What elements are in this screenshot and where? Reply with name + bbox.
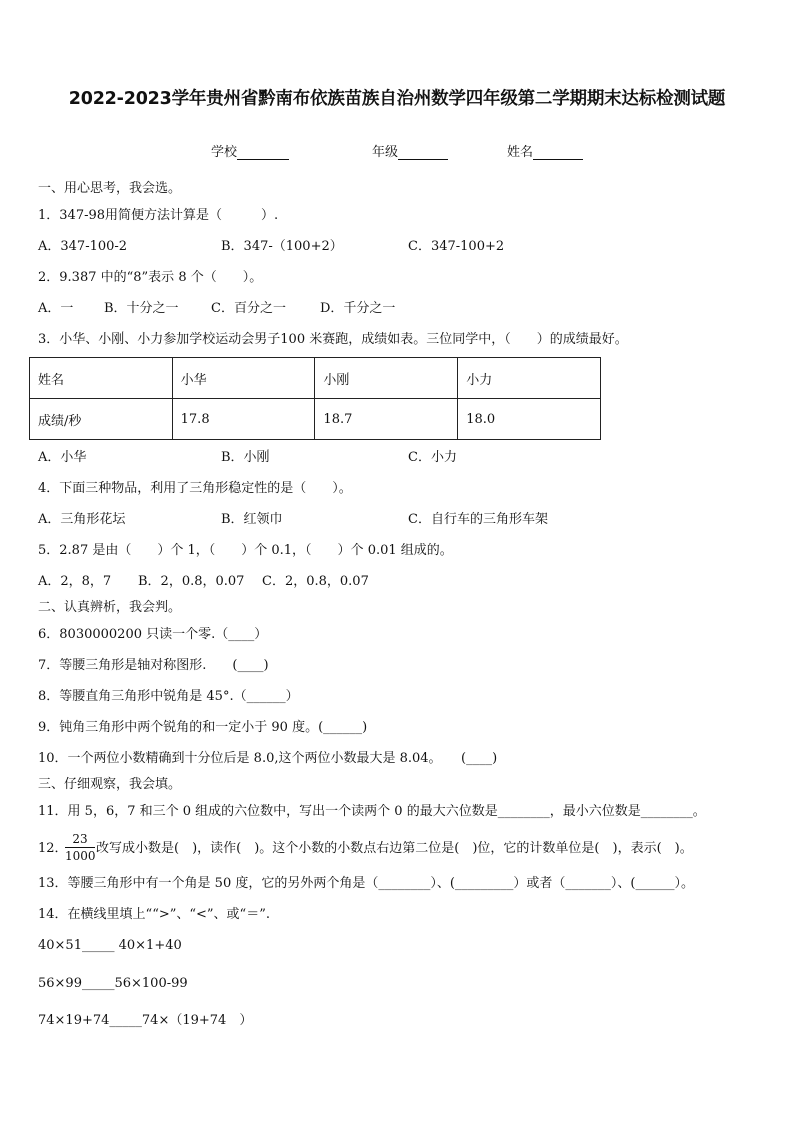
fraction-numerator: 23 xyxy=(65,832,95,848)
q4-option-c[interactable]: C．自行车的三角形车架 xyxy=(408,512,548,527)
q2-option-a[interactable]: A．一 xyxy=(38,301,74,316)
question-3: 3．小华、小刚、小力参加学校运动会男子100 米赛跑，成绩如表。三位同学中，（ ）的成绩最好。 xyxy=(38,332,628,347)
question-2: 2．9.387 中的“8”表示 8 个（ ）。 xyxy=(38,270,263,285)
q1-option-a[interactable]: A．347-100-2 xyxy=(38,239,128,254)
q5-option-c[interactable]: C．2，0.8，0.07 xyxy=(262,574,369,589)
q2-option-d[interactable]: D．千分之一 xyxy=(320,301,396,316)
table-cell: 姓名 xyxy=(30,358,173,399)
table-cell: 小力 xyxy=(458,358,601,399)
table-cell: 小刚 xyxy=(315,358,458,399)
table-cell: 17.8 xyxy=(172,399,315,440)
question-8: 8．等腰直角三角形中锐角是 45°.（______） xyxy=(38,689,299,704)
q4-option-b[interactable]: B．红领巾 xyxy=(221,512,283,527)
q5-option-a[interactable]: A．2，8，7 xyxy=(38,574,112,589)
school-label: 学校 xyxy=(211,145,238,160)
grade-label: 年级 xyxy=(372,145,399,160)
q3-option-a[interactable]: A．小华 xyxy=(38,450,87,465)
q3-option-b[interactable]: B．小刚 xyxy=(221,450,270,465)
section-heading-3: 三、仔细观察，我会填。 xyxy=(38,777,182,792)
table-row xyxy=(30,399,601,440)
school-field xyxy=(211,141,289,160)
grade-blank[interactable] xyxy=(398,159,448,160)
fraction-denominator: 1000 xyxy=(65,849,96,863)
section-heading-1: 一、用心思考，我会选。 xyxy=(38,181,182,196)
q1-option-c[interactable]: C．347-100+2 xyxy=(408,239,505,254)
q2-option-c[interactable]: C．百分之一 xyxy=(211,301,286,316)
table-cell: 小华 xyxy=(172,358,315,399)
q5-option-b[interactable]: B．2，0.8，0.07 xyxy=(138,574,245,589)
q14-expression-2: 56×99_____56×100-99 xyxy=(38,976,188,991)
question-5: 5．2.87 是由（ ）个 1，（ ）个 0.1，（ ）个 0.01 组成的。 xyxy=(38,543,453,558)
table-cell: 18.0 xyxy=(458,399,601,440)
name-label: 姓名 xyxy=(507,145,534,160)
question-6: 6．8030000200 只读一个零.（____） xyxy=(38,627,268,642)
q1-option-b[interactable]: B．347-（100+2） xyxy=(221,239,343,254)
q14-expression-1: 40×51_____ 40×1+40 xyxy=(38,938,182,953)
page-title: 2022-2023学年贵州省黔南布依族苗族自治州数学四年级第二学期期末达标检测试题 xyxy=(68,89,726,109)
name-blank[interactable] xyxy=(533,159,583,160)
results-table xyxy=(29,357,601,440)
question-9: 9．钝角三角形中两个锐角的和一定小于 90 度。(______) xyxy=(38,720,368,735)
q4-option-a[interactable]: A．三角形花坛 xyxy=(38,512,126,527)
question-4: 4．下面三种物品，利用了三角形稳定性的是（ ）。 xyxy=(38,481,352,496)
question-11: 11．用 5，6，7 和三个 0 组成的六位数中，写出一个读两个 0 的最大六位数是________，最小六位数是________。 xyxy=(38,804,706,819)
grade-field xyxy=(372,141,448,160)
school-blank[interactable] xyxy=(237,159,289,160)
name-field xyxy=(507,141,583,160)
question-14: 14．在横线里填上““>”、“<”、或“＝”. xyxy=(38,907,270,922)
question-12-text: 改写成小数是( )，读作( )。这个小数的小数点右边第二位是( )位，它的计数单位是( )，表示( )。 xyxy=(96,841,693,856)
question-10: 10．一个两位小数精确到十分位后是 8.0,这个两位小数最大是 8.04。 (____) xyxy=(38,751,498,766)
question-12-number: 12． xyxy=(38,841,68,856)
question-1: 1．347-98用简便方法计算是（ ）. xyxy=(38,208,279,223)
fraction xyxy=(65,832,95,863)
question-7: 7．等腰三角形是轴对称图形. (____) xyxy=(38,658,269,673)
q2-option-b[interactable]: B．十分之一 xyxy=(104,301,179,316)
table-header-row xyxy=(30,358,601,399)
section-heading-2: 二、认真辨析，我会判。 xyxy=(38,600,182,615)
q14-expression-3: 74×19+74_____74×（19+74 ） xyxy=(38,1013,253,1028)
question-13: 13．等腰三角形中有一个角是 50 度，它的另外两个角是（________）、(_________）或者（_______）、(______）。 xyxy=(38,876,694,891)
table-cell: 成绩/秒 xyxy=(30,399,173,440)
q3-option-c[interactable]: C．小力 xyxy=(408,450,457,465)
table-cell: 18.7 xyxy=(315,399,458,440)
